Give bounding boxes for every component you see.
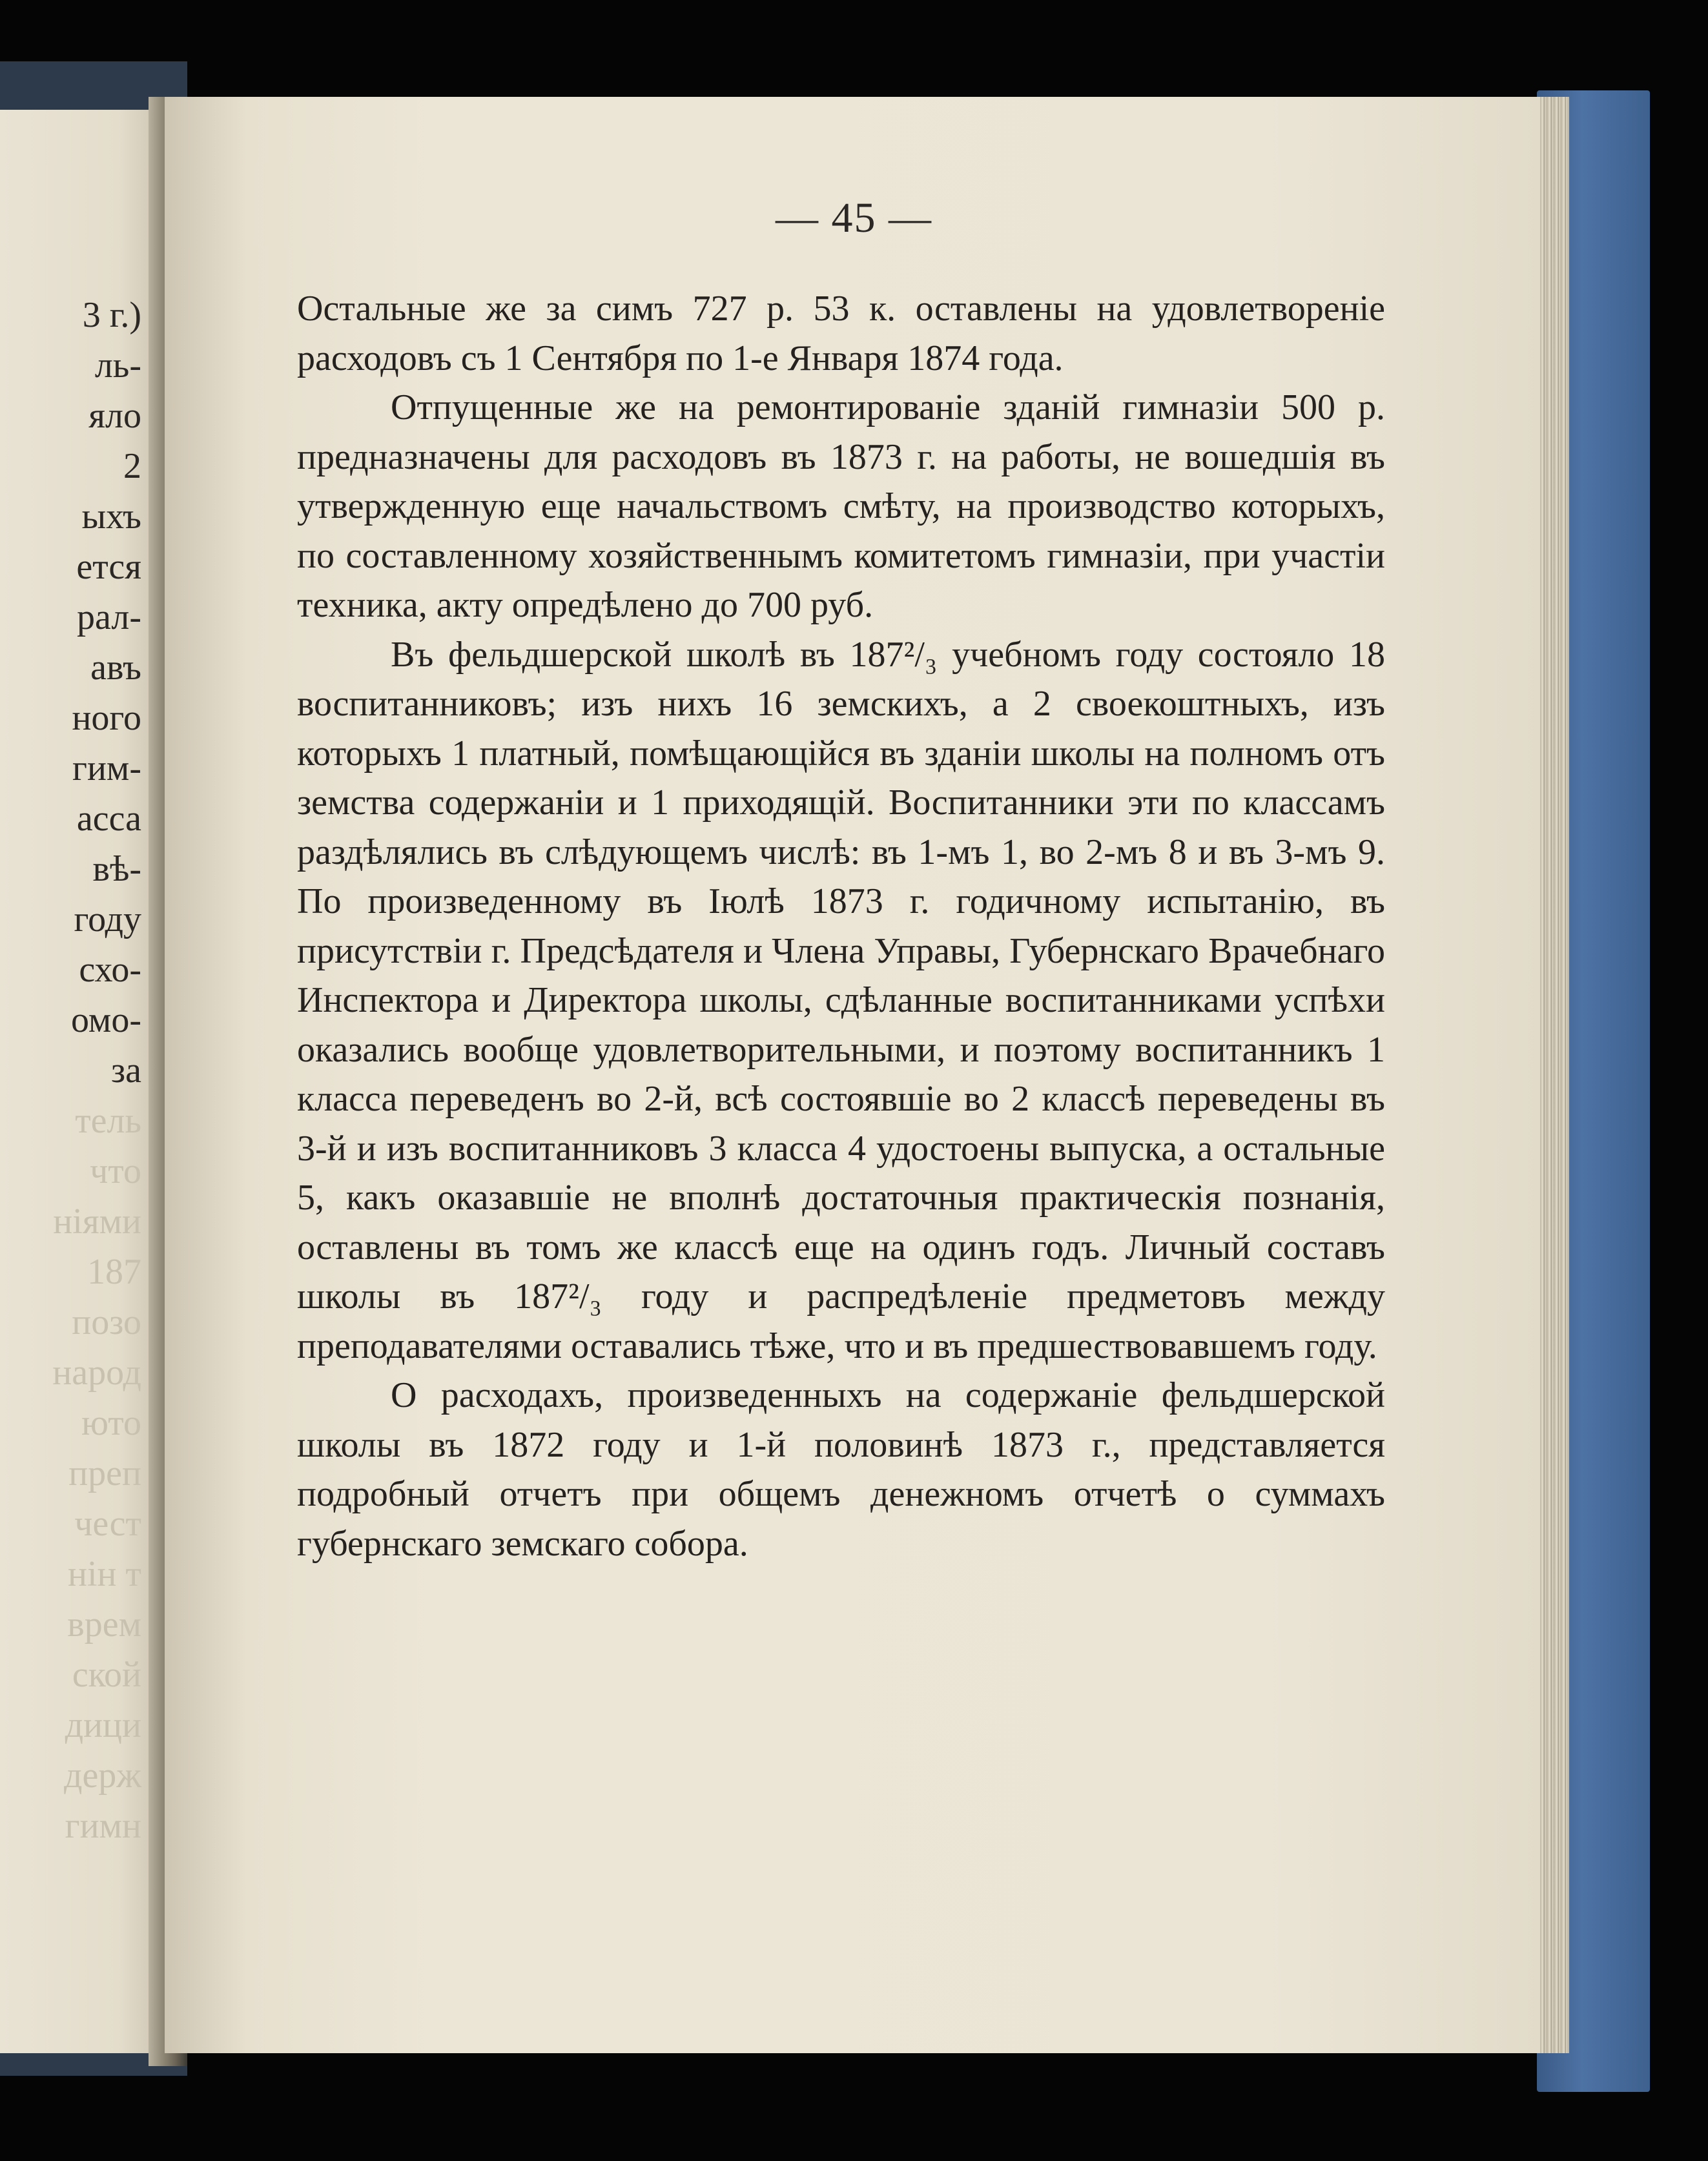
left-page-fragment: за (111, 1050, 141, 1091)
left-page-faint-fragment: что (90, 1151, 141, 1191)
left-page-faint-fragment: юто (81, 1403, 141, 1443)
page-number: — 45 — (776, 194, 932, 241)
left-page-fragment: ыхъ (81, 497, 141, 537)
left-page-fragment: году (74, 899, 141, 939)
left-page-fragment: ного (72, 698, 141, 738)
left-page-fragment: вѣ- (92, 849, 141, 889)
paragraph-1: Остальные же за симъ 727 р. 53 к. оставлены на удовлетвореніе расходовъ съ 1 Сентября по 1-е Января 1874 года. (297, 289, 1385, 378)
left-page-faint-fragment: нін т (68, 1554, 141, 1594)
paragraph-2: Отпущенные же на ремонтированіе зданій гимназіи 500 р. предназначены для расходовъ въ 1873 г. на работы, не вошедшія въ утвержденную еще начальствомъ смѣту, на производство которыхъ, по составленному хозяйственнымъ комитетомъ гимназіи, при участіи техника, акту опредѣлено до 700 руб. (297, 387, 1385, 625)
left-page-fragment: 3 г.) (82, 295, 141, 335)
left-page-faint-fragment: держ (63, 1756, 141, 1796)
left-page-fragment: рал- (77, 597, 141, 637)
paragraph-3: Въ фельдшерской школѣ въ 187²/₃ учебномъ году состояло 18 воспитанниковъ; изъ нихъ 16 земскихъ, а 2 своекоштныхъ, изъ которыхъ 1 платный, помѣщающійся въ зданіи школы на полномъ отъ земства содержаніи и 1 приходящій. Воспитанники эти по классамъ раздѣлялись въ слѣдующемъ числѣ: въ 1-мъ 1, во 2-мъ 8 и въ 3-мъ 9. По произведенному въ Іюлѣ 1873 г. годичному испытанію, въ присутствіи г. Предсѣдателя и Члена Управы, Губернскаго Врачебнаго Инспектора и Директора школы, сдѣланные воспитанниками успѣхи оказались вообще удовлетворительными, и поэтому воспитанникъ 1 класса переведенъ во 2-й, всѣ состоявшіе во 2 классѣ переведены въ 3-й и изъ воспитанниковъ 3 класса 4 удостоены выпуска, а остальные 5, какъ оказавшіе не вполнѣ достаточныя практическія познанія, оставлены въ томъ же классѣ еще на одинъ годъ. Личный составъ школы въ 187²/₃ году и распредѣленіе предметовъ между преподавателями оставались тѣже, что и въ предшествовавшемъ году. (297, 634, 1385, 1366)
left-page-fragment: асса (76, 799, 141, 839)
left-page-faint-fragment: ской (72, 1655, 141, 1695)
left-page-faint-fragment: преп (68, 1453, 141, 1493)
left-facing-page (0, 110, 158, 2053)
page-body (297, 284, 1385, 1568)
left-page-fragment: гим- (72, 748, 141, 788)
left-page-fragment: ется (76, 547, 141, 587)
left-page-faint-fragment: тель (75, 1101, 141, 1141)
left-page-fragment: схо- (79, 950, 141, 990)
left-page-faint-fragment: ніями (53, 1202, 141, 1242)
left-page-faint-fragment: позо (72, 1302, 141, 1342)
left-page-fragment: авъ (90, 648, 141, 688)
left-page-faint-fragment: гимн (65, 1806, 141, 1846)
left-page-faint-fragment: народ (52, 1353, 141, 1393)
left-page-fragment: 2 (123, 446, 141, 486)
left-page-fragment: омо- (70, 1000, 141, 1040)
left-page-faint-fragment: врем (67, 1604, 141, 1644)
left-page-faint-fragment: чест (74, 1504, 141, 1544)
paragraph-4: О расходахъ, произведенныхъ на содержаніе фельдшерской школы въ 1872 году и 1-й половинѣ 1873 г., представляется подробный отчетъ при общемъ денежномъ отчетѣ о суммахъ губернскаго земскаго собора. (297, 1375, 1385, 1564)
left-page-faint-fragment: 187 (87, 1252, 141, 1292)
left-page-fragment: ль- (94, 345, 141, 385)
left-page-faint-fragment: дици (65, 1705, 141, 1745)
left-page-fragment: яло (88, 396, 141, 436)
